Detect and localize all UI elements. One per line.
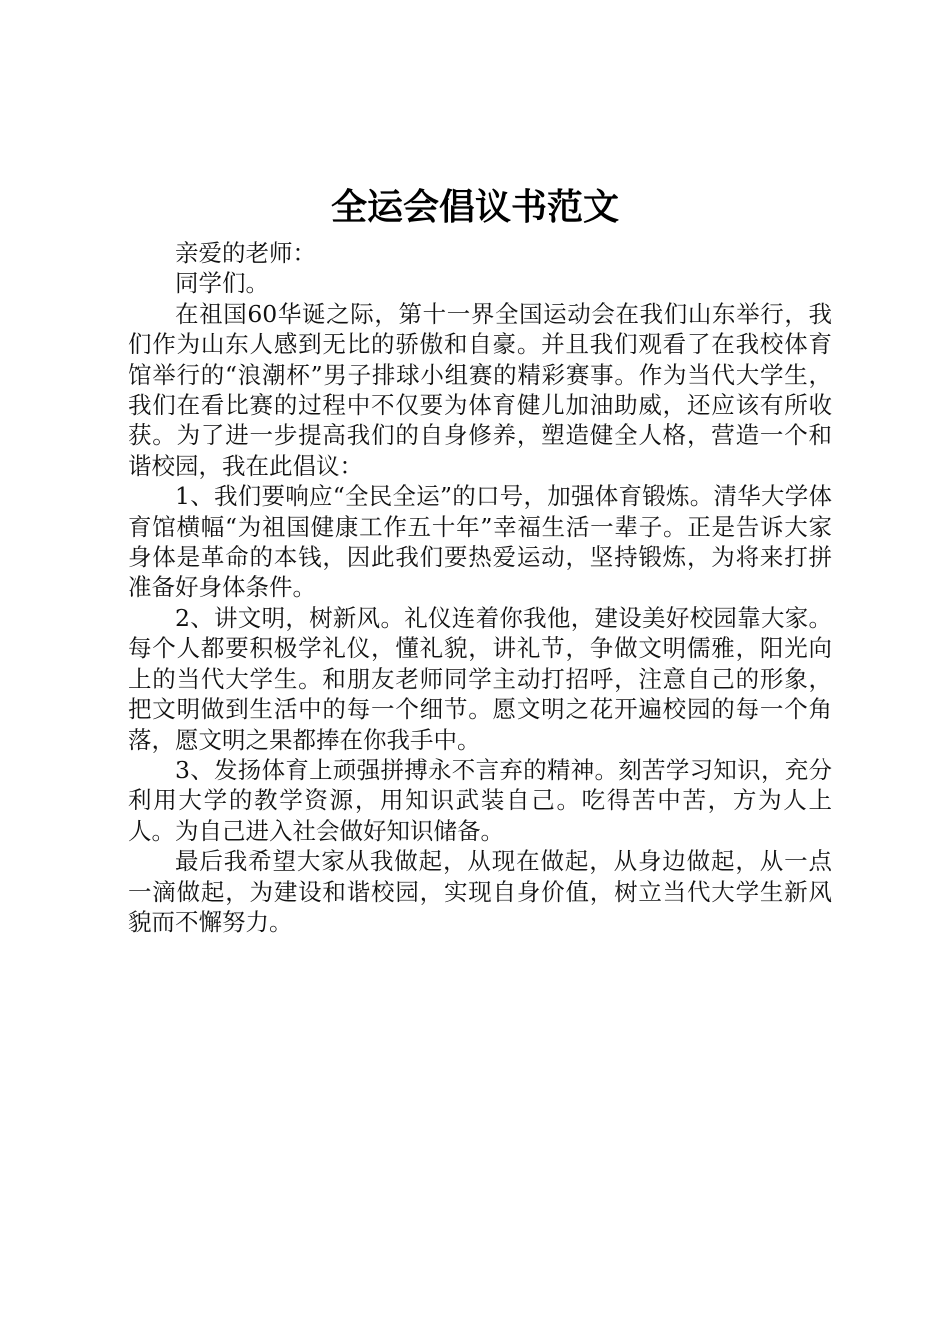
document-title: 全运会倡议书范文 [330, 186, 619, 228]
salutation-line: 同学们。 [175, 269, 269, 298]
salutation-line: 亲爱的老师： [175, 239, 316, 267]
document-body [128, 238, 832, 937]
body-paragraph: 3、发扬体育上顽强拼搏永不言弃的精神。刻苦学习知识，充分利用大学的教学资源，用知识武装自己。吃得苦中苦，方为人上人。为自己进入社会做好知识储备。 [128, 755, 832, 845]
body-paragraph: 在祖国60华诞之际，第十一界全国运动会在我们山东举行，我们作为山东人感到无比的骄傲和自豪。并且我们观看了在我校体育馆举行的“浪潮杯”男子排球小组赛的精彩赛事。作为当代大学生，我们在看比赛的过程中不仅要为体育健儿加油助威，还应该有所收获。为了进一步提高我们的自身修养，塑造健全人格，营造一个和谐校园，我在此倡议： [128, 299, 832, 480]
body-paragraph: 最后我希望大家从我做起，从现在做起，从身边做起，从一点一滴做起，为建设和谐校园，实现自身价值，树立当代大学生新风貌而不懈努力。 [128, 847, 832, 936]
body-paragraph: 2、讲文明，树新风。礼仪连着你我他，建设美好校园靠大家。每个人都要积极学礼仪，懂礼貌，讲礼节，争做文明儒雅，阳光向上的当代大学生。和朋友老师同学主动打招呼，注意自己的形象，把文明做到生活中的每一个细节。愿文明之花开遍校园的每一个角落，愿文明之果都捧在你我手中。 [128, 603, 832, 754]
body-paragraph: 1、我们要响应“全民全运”的口号，加强体育锻炼。清华大学体育馆横幅“为祖国健康工作五十年”幸福生活一辈子。正是告诉大家身体是革命的本钱，因此我们要热爱运动，坚持锻炼，为将来打拼准备好身体条件。 [128, 482, 832, 602]
